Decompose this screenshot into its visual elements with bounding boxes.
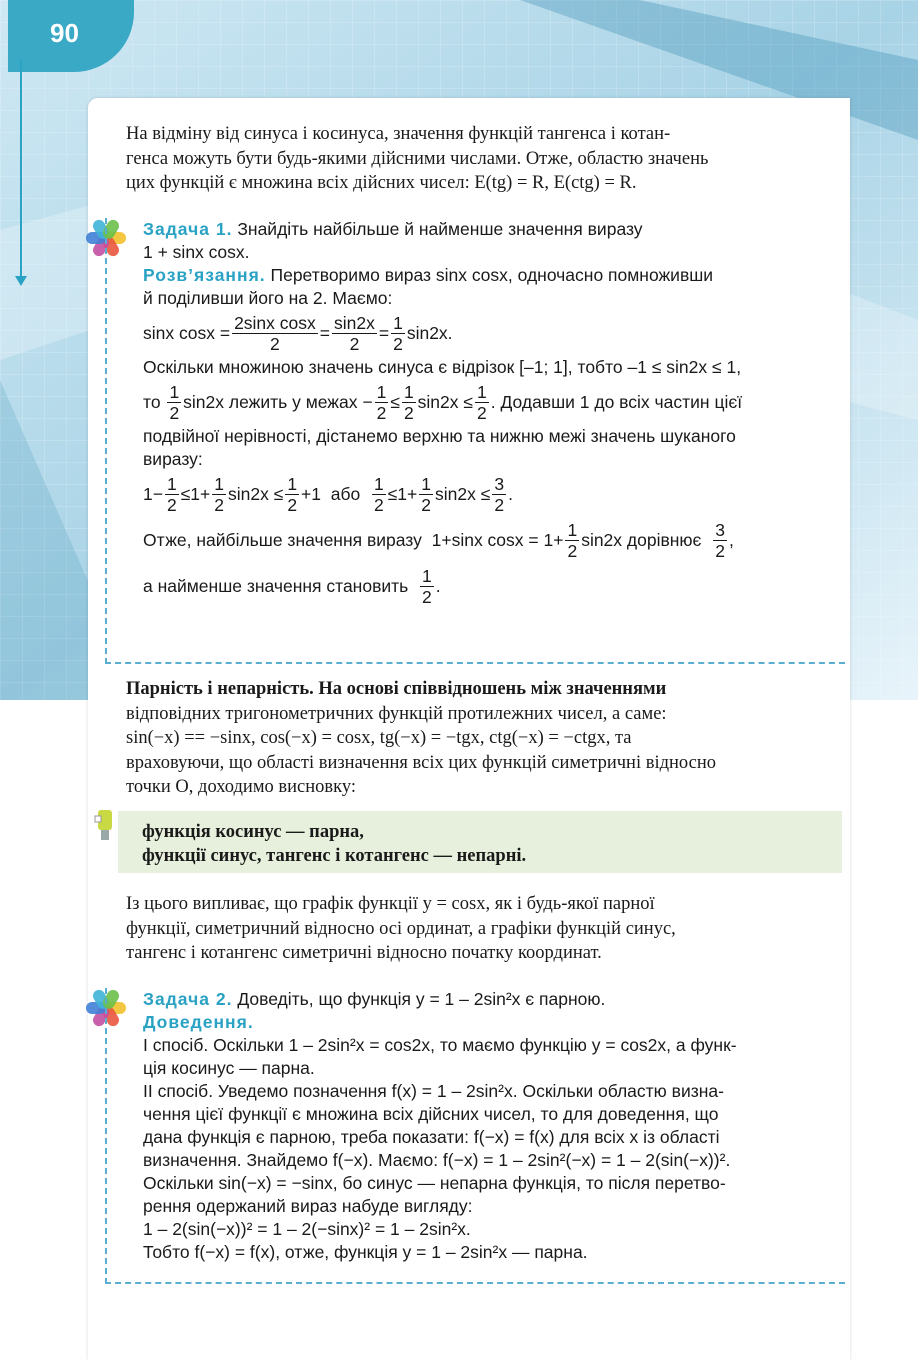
task-1-statement: Знайдіть найбільше й найменше значення виразу — [237, 219, 643, 239]
text-line: sin(−x) == −sinx, cos(−x) = cosx, tg(−x) = −tgx, ctg(−x) = −ctgx, та — [126, 728, 632, 748]
formula-term: . — [435, 575, 441, 596]
rule-line: функції синус, тангенс і котангенс — непарні. — [142, 846, 527, 866]
formula-term: sin2x. — [406, 322, 453, 343]
denominator: 2 — [393, 333, 403, 354]
denominator: 2 — [567, 540, 578, 561]
solution-text-2: й поділивши його на 2. Маємо: — [143, 288, 393, 308]
arrow-down-icon — [15, 276, 27, 286]
numerator: 1 — [403, 381, 414, 402]
intro-paragraph — [126, 122, 840, 196]
proof-line: дана функція є парною, треба показати: f(−x) = f(x) для всіх x із області — [143, 1127, 720, 1147]
task-1-title: Задача 1. — [143, 219, 233, 239]
text-line: цих функцій є множина всіх дійсних чисел: E(tg) = R, E(ctg) = R. — [126, 173, 637, 193]
proof-line: Тобто f(−x) = f(x), отже, функція y = 1 – 2sin²x — парна. — [143, 1242, 588, 1262]
fraction — [375, 382, 389, 423]
text-line: відповідних тригонометричних функцій протилежних чисел, а саме: — [126, 703, 667, 724]
formula-1 — [143, 310, 845, 356]
denominator: 2 — [169, 402, 180, 423]
solution-label: Розв’язання. — [143, 265, 266, 285]
numerator: 3 — [494, 473, 505, 494]
formula-term: а найменше значення становить — [143, 575, 409, 596]
formula-5 — [143, 563, 845, 609]
fraction — [332, 313, 377, 354]
text-line: враховуючи, що області визначення всіх цих функцій симетричні відносно — [126, 752, 716, 773]
text-line — [126, 677, 840, 702]
fraction — [475, 382, 489, 423]
numerator: 1 — [169, 381, 180, 402]
solution-text: Перетворимо вираз sinx cosx, одночасно помноживши — [270, 265, 714, 285]
formula-term: sinx cosx = — [143, 322, 231, 343]
formula-term: sin2x ≤ — [435, 483, 491, 504]
numerator: 1 — [166, 473, 177, 494]
rule-line: функція косинус — парна, — [142, 822, 364, 842]
fraction — [285, 474, 299, 515]
numerator: 3 — [715, 519, 725, 540]
denominator: 2 — [166, 494, 177, 515]
fraction — [402, 382, 416, 423]
task-1-block — [105, 218, 845, 664]
denominator: 2 — [715, 540, 725, 561]
equals-sign: = — [319, 322, 330, 343]
numerator: 1 — [477, 381, 487, 402]
denominator: 2 — [403, 402, 414, 423]
fraction — [372, 474, 386, 515]
formula-term: то — [143, 391, 161, 412]
proof-line: Оскільки sin(−x) = −sinx, бо синус — непарна функція, то після перетво- — [143, 1173, 726, 1193]
denominator: 2 — [287, 494, 298, 515]
text-bold: Парність і непарність. На основі співвідношень між значеннями — [126, 679, 667, 699]
text-line: На відміну від синуса і косинуса, значення функцій тангенса і котан- — [126, 124, 671, 144]
fraction — [713, 520, 727, 561]
denominator: 2 — [373, 494, 384, 515]
solution-text-3: Оскільки множиною значень синуса є відрізок [–1; 1], тобто –1 ≤ sin2x ≤ 1, — [143, 357, 742, 377]
formula-term: Отже, найбільше значення виразу — [143, 529, 422, 550]
formula-term: ≤1+ — [387, 483, 418, 504]
fraction — [212, 474, 226, 515]
denominator: 2 — [494, 494, 505, 515]
formula-term: 1+sinx cosx = 1+ — [431, 529, 564, 550]
proof-label: Доведення. — [143, 1012, 254, 1032]
proof-line: 1 – 2(sin(−x))² = 1 – 2(−sinx)² = 1 – 2sin²x. — [143, 1219, 471, 1239]
page-number: 90 — [50, 18, 79, 48]
formula-term: або — [330, 483, 361, 504]
formula-term: sin2x ≤ — [417, 391, 473, 412]
margin-arrow — [20, 60, 22, 278]
denominator: 2 — [421, 494, 431, 515]
fraction — [391, 313, 405, 354]
task-2-statement: Доведіть, що функція y = 1 – 2sin²x є парною. — [237, 989, 606, 1009]
equals-sign: = — [378, 322, 390, 343]
text-line: тангенс і котангенс симетричні відносно початку координат. — [126, 943, 602, 963]
proof-line: ція косинус — парна. — [143, 1058, 315, 1078]
graph-paragraph — [126, 892, 840, 966]
formula-term: ≤1+ — [180, 483, 211, 504]
formula-term: . Додавши 1 до всіх частин цієї — [490, 391, 743, 412]
formula-3 — [143, 471, 845, 517]
numerator: 1 — [422, 565, 432, 586]
rule-text — [142, 820, 526, 868]
formula-2 — [143, 379, 845, 425]
proof-line: чення цієї функції є множина всіх дійсних чисел, то для доведення, що — [143, 1104, 719, 1124]
task-1-statement-2: 1 + sinx cosx. — [143, 242, 250, 262]
denominator: 2 — [376, 402, 387, 423]
fraction — [232, 313, 318, 354]
numerator: 1 — [214, 473, 224, 494]
fraction — [420, 566, 434, 607]
numerator: 1 — [287, 473, 298, 494]
denominator: 2 — [477, 402, 487, 423]
proof-line: визначення. Знайдемо f(−x). Маємо: f(−x) = 1 – 2sin²(−x) = 1 – 2(sin(−x))². — [143, 1150, 731, 1170]
fraction — [492, 474, 506, 515]
solution-text-4: подвійної нерівності, дістанемо верхню та нижню межі значень шуканого — [143, 426, 736, 446]
numerator: 1 — [567, 519, 578, 540]
parity-paragraph — [126, 677, 840, 800]
numerator: 2sinx cosx — [234, 312, 316, 333]
numerator: 1 — [373, 473, 384, 494]
formula-term: +1 — [301, 483, 321, 504]
denominator: 2 — [214, 494, 224, 515]
text-line: генса можуть бути будь-якими дійсними числами. Отже, областю значень — [126, 148, 709, 169]
task-2-title: Задача 2. — [143, 989, 233, 1009]
numerator: 1 — [376, 381, 387, 402]
denominator: 2 — [270, 333, 280, 354]
usb-key-icon — [92, 808, 122, 844]
formula-term: ≤ — [390, 391, 400, 412]
fraction — [419, 474, 433, 515]
numerator: 1 — [393, 312, 403, 333]
proof-line: I спосіб. Оскільки 1 – 2sin²x = cos2x, то маємо функцію y = cos2x, а функ- — [143, 1035, 737, 1055]
fraction — [167, 382, 181, 423]
task-2-block — [105, 988, 845, 1284]
text-line: Із цього випливає, що графік функції y = cosx, як і будь-якої парної — [126, 894, 655, 914]
solution-text-5: виразу: — [143, 449, 203, 469]
fraction — [165, 474, 179, 515]
formula-term: sin2x лежить у межах — [183, 391, 358, 412]
proof-line: рення одержаний вираз набуде вигляду: — [143, 1196, 473, 1216]
formula-term: , — [728, 529, 734, 550]
formula-term: − — [362, 391, 373, 412]
formula-term: sin2x дорівнює — [581, 529, 702, 550]
text-line: функції, симетричний відносно осі ординат, а графіки функцій синус, — [126, 918, 676, 939]
denominator: 2 — [349, 333, 360, 354]
numerator: sin2x — [334, 312, 375, 333]
fraction — [565, 520, 579, 561]
formula-term: . — [508, 483, 513, 504]
numerator: 1 — [421, 473, 431, 494]
formula-term: 1− — [143, 483, 163, 504]
text-line: точки O, доходимо висновку: — [126, 777, 357, 797]
proof-line: II спосіб. Уведемо позначення f(x) = 1 – 2sin²x. Оскільки областю визна- — [143, 1081, 724, 1101]
denominator: 2 — [422, 586, 432, 607]
formula-term: sin2x ≤ — [227, 483, 284, 504]
formula-4 — [143, 517, 845, 563]
